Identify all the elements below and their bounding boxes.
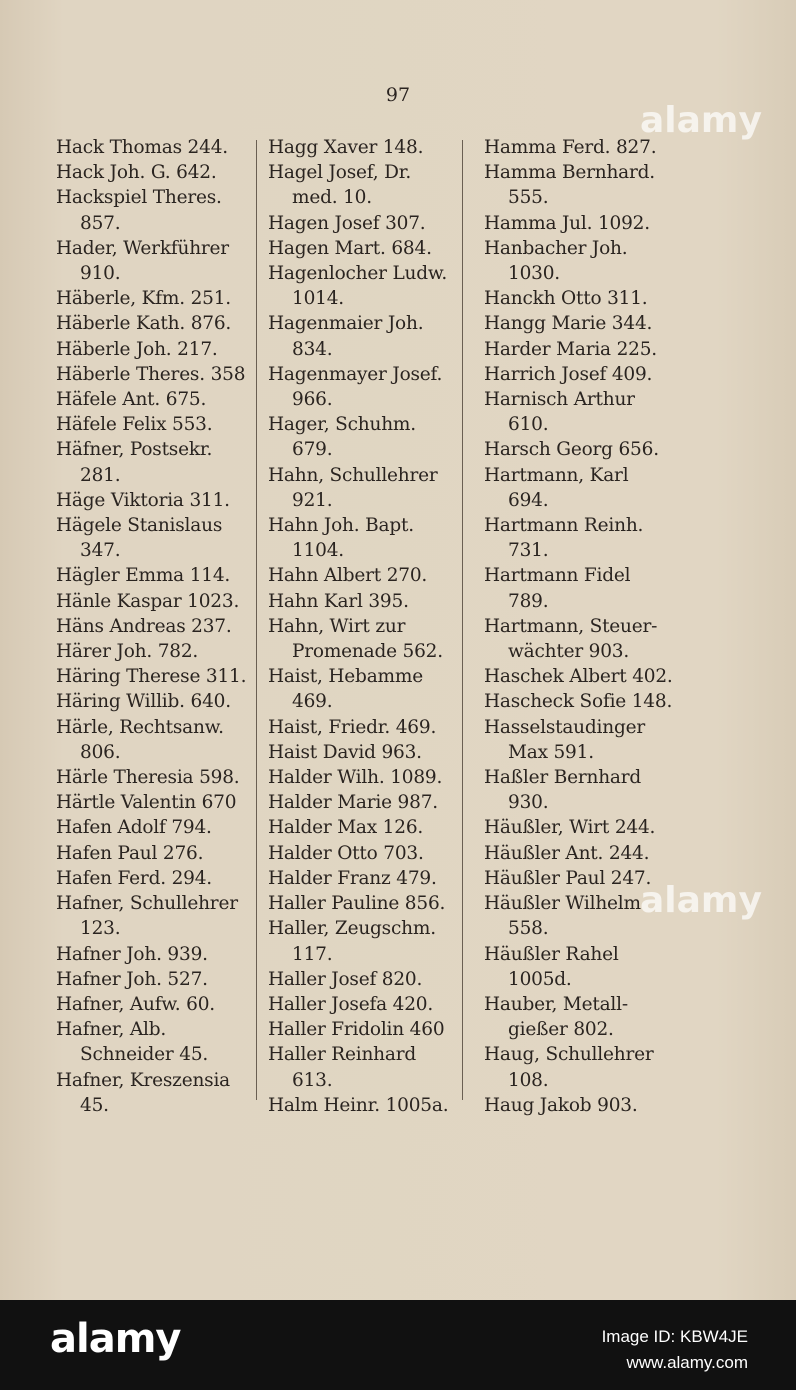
entry-text: Hackspiel Theres. — [56, 187, 222, 209]
directory-entry — [268, 513, 448, 563]
entry-continuation: 555. — [508, 187, 549, 209]
directory-entry — [56, 589, 246, 614]
directory-entry — [268, 664, 448, 714]
directory-entry — [268, 866, 448, 891]
entry-text: Häfele Ant. 675. — [56, 389, 207, 411]
directory-entry — [56, 311, 246, 336]
entry-continuation: 679. — [292, 439, 333, 461]
entry-text: Hahn Karl 395. — [268, 590, 409, 612]
column-divider — [462, 140, 463, 1100]
directory-entry — [56, 488, 246, 513]
entry-text: Häußler Paul 247. — [484, 867, 652, 889]
entry-text: Hascheck Sofie 148. — [484, 691, 673, 713]
entry-text: Halder Wilh. 1089. — [268, 767, 443, 789]
directory-entry — [268, 967, 448, 992]
entry-text: Hamma Jul. 1092. — [484, 212, 650, 234]
entry-text: Hahn, Wirt zur — [268, 615, 406, 637]
entry-text: Halder Otto 703. — [268, 842, 424, 864]
site-url[interactable]: www.alamy.com — [626, 1353, 748, 1372]
directory-entry — [56, 689, 246, 714]
directory-entry — [484, 311, 673, 336]
entry-text: Häberle Kath. 876. — [56, 313, 232, 335]
entry-text: Harrich Josef 409. — [484, 363, 653, 385]
entry-continuation: 117. — [292, 943, 333, 965]
entry-text: Häring Willib. 640. — [56, 691, 231, 713]
entry-text: Hafner Joh. 527. — [56, 968, 208, 990]
directory-entry — [268, 715, 448, 740]
entry-text: Hagen Mart. 684. — [268, 237, 432, 259]
entry-text: Hahn Albert 270. — [268, 565, 428, 587]
entry-continuation: 731. — [508, 540, 549, 562]
directory-entry — [484, 437, 673, 462]
entry-text: Harnisch Arthur — [484, 389, 635, 411]
entry-text: Häfele Felix 553. — [56, 414, 213, 436]
directory-entry — [56, 185, 246, 235]
directory-entry — [268, 891, 448, 916]
entry-text: Härer Joh. 782. — [56, 641, 199, 663]
entry-text: Haller, Zeugschm. — [268, 918, 436, 940]
directory-entry — [268, 563, 448, 588]
directory-entry — [268, 765, 448, 790]
entry-text: Häns Andreas 237. — [56, 615, 232, 637]
entry-text: Haist David 963. — [268, 741, 422, 763]
entry-text: Hack Thomas 244. — [56, 137, 228, 158]
entry-text: Hartmann Reinh. — [484, 515, 644, 537]
directory-entry — [484, 664, 673, 689]
entry-text: Hafner, Aufw. 60. — [56, 993, 215, 1015]
entry-text: Hafner, Alb. — [56, 1019, 167, 1041]
entry-continuation: 1104. — [292, 540, 344, 562]
directory-entry — [56, 866, 246, 891]
entry-continuation: 469. — [292, 691, 333, 713]
entry-continuation: 1014. — [292, 288, 344, 310]
entry-text: Haller Reinhard — [268, 1044, 417, 1066]
entry-text: Hartmann Fidel — [484, 565, 631, 587]
directory-entry — [56, 160, 246, 185]
directory-entry — [268, 815, 448, 840]
entry-continuation: wächter 903. — [508, 641, 630, 663]
entry-continuation: Schneider 45. — [80, 1044, 209, 1066]
directory-column-3 — [484, 135, 673, 1118]
entry-text: Haller Fridolin 460 — [268, 1019, 445, 1041]
entry-text: Harder Maria 225. — [484, 338, 657, 360]
entry-text: Häring Therese 311. — [56, 666, 247, 688]
directory-entry — [56, 412, 246, 437]
entry-text: Hagenmaier Joh. — [268, 313, 424, 335]
entry-continuation: 558. — [508, 918, 549, 940]
directory-entry — [484, 614, 673, 664]
directory-entry — [484, 942, 673, 992]
directory-entry — [484, 841, 673, 866]
directory-entry — [484, 689, 673, 714]
entry-continuation: 806. — [80, 741, 121, 763]
directory-entry — [484, 1042, 673, 1092]
entry-continuation: 921. — [292, 489, 333, 511]
directory-entry — [56, 387, 246, 412]
entry-text: Härle, Rechtsanw. — [56, 716, 224, 738]
directory-entry — [484, 992, 673, 1042]
entry-continuation: Max 591. — [508, 741, 594, 763]
entry-continuation: 108. — [508, 1069, 549, 1091]
watermark: alamy — [640, 880, 762, 921]
entry-text: Hafner Joh. 939. — [56, 943, 208, 965]
entry-text: Haßler Bernhard — [484, 767, 642, 789]
entry-text: Hader, Werkführer — [56, 237, 229, 259]
entry-continuation: med. 10. — [292, 187, 372, 209]
directory-entry — [484, 337, 673, 362]
entry-continuation: 966. — [292, 389, 333, 411]
entry-text: Hack Joh. G. 642. — [56, 162, 217, 184]
directory-entry — [56, 639, 246, 664]
entry-continuation: 281. — [80, 464, 121, 486]
entry-text: Hamma Bernhard. — [484, 162, 655, 184]
directory-entry — [268, 740, 448, 765]
directory-entry — [56, 790, 246, 815]
directory-entry — [484, 765, 673, 815]
entry-continuation: gießer 802. — [508, 1019, 614, 1041]
directory-entry — [484, 463, 673, 513]
directory-entry — [268, 790, 448, 815]
entry-text: Häberle Theres. 358 — [56, 363, 246, 385]
entry-text: Hager, Schuhm. — [268, 414, 416, 436]
entry-continuation: 1005d. — [508, 968, 572, 990]
entry-text: Häußler Rahel — [484, 943, 619, 965]
entry-text: Hagen Josef 307. — [268, 212, 426, 234]
directory-entry — [268, 463, 448, 513]
entry-text: Hagenmayer Josef. — [268, 363, 443, 385]
entry-text: Hafner, Schullehrer — [56, 893, 238, 915]
entry-text: Häge Viktoria 311. — [56, 489, 230, 511]
entry-continuation: 45. — [80, 1094, 109, 1116]
directory-entry — [268, 362, 448, 412]
entry-text: Hagenlocher Ludw. — [268, 263, 448, 285]
directory-entry — [56, 135, 246, 160]
entry-text: Hauber, Metall- — [484, 993, 628, 1015]
directory-entry — [56, 337, 246, 362]
entry-text: Härtle Valentin 670 — [56, 792, 237, 814]
directory-entry — [56, 437, 246, 487]
entry-text: Hangg Marie 344. — [484, 313, 653, 335]
directory-entry — [484, 513, 673, 563]
entry-text: Häfner, Postsekr. — [56, 439, 213, 461]
directory-entry — [56, 664, 246, 689]
directory-entry — [56, 841, 246, 866]
directory-entry — [268, 211, 448, 236]
entry-continuation: 694. — [508, 489, 549, 511]
entry-text: Hartmann, Karl — [484, 464, 629, 486]
entry-text: Häberle Joh. 217. — [56, 338, 218, 360]
entry-text: Hahn Joh. Bapt. — [268, 515, 414, 537]
entry-text: Haller Pauline 856. — [268, 893, 446, 915]
directory-column-2 — [268, 135, 448, 1118]
watermark: alamy — [640, 100, 762, 141]
entry-text: Hafner, Kreszensia — [56, 1069, 231, 1091]
directory-entry — [484, 236, 673, 286]
directory-entry — [56, 967, 246, 992]
directory-entry — [56, 992, 246, 1017]
entry-text: Häberle, Kfm. 251. — [56, 288, 231, 310]
directory-entry — [484, 362, 673, 387]
entry-continuation: 910. — [80, 263, 121, 285]
directory-entry — [268, 992, 448, 1017]
entry-text: Haller Josefa 420. — [268, 993, 434, 1015]
entry-continuation: 610. — [508, 414, 549, 436]
entry-text: Haist, Friedr. 469. — [268, 716, 437, 738]
entry-text: Haller Josef 820. — [268, 968, 423, 990]
directory-entry — [268, 1017, 448, 1042]
directory-entry — [268, 589, 448, 614]
entry-text: Härle Theresia 598. — [56, 767, 240, 789]
directory-entry — [268, 841, 448, 866]
directory-entry — [484, 211, 673, 236]
directory-column-1 — [56, 135, 246, 1118]
entry-continuation: 834. — [292, 338, 333, 360]
entry-continuation: 789. — [508, 590, 549, 612]
directory-entry — [56, 513, 246, 563]
directory-entry — [56, 942, 246, 967]
directory-entry — [484, 1093, 673, 1118]
footer-info — [602, 1324, 748, 1376]
entry-text: Hahn, Schullehrer — [268, 464, 438, 486]
page-number: 97 — [385, 84, 411, 106]
directory-entry — [484, 387, 673, 437]
directory-entry — [484, 160, 673, 210]
directory-entry — [56, 815, 246, 840]
directory-entry — [56, 563, 246, 588]
directory-entry — [268, 614, 448, 664]
directory-entry — [56, 614, 246, 639]
entry-text: Hasselstaudinger — [484, 716, 645, 738]
directory-entry — [56, 1017, 246, 1067]
entry-continuation: 857. — [80, 212, 121, 234]
entry-text: Haug, Schullehrer — [484, 1044, 654, 1066]
entry-text: Hanckh Otto 311. — [484, 288, 648, 310]
entry-text: Haug Jakob 903. — [484, 1094, 638, 1116]
directory-entry — [268, 1093, 448, 1118]
directory-entry — [56, 765, 246, 790]
entry-text: Hägele Stanislaus — [56, 515, 223, 537]
entry-text: Hafen Adolf 794. — [56, 817, 212, 839]
directory-entry — [56, 286, 246, 311]
entry-text: Häußler Wilhelm — [484, 893, 641, 915]
directory-entry — [56, 1068, 246, 1118]
entry-text: Halder Franz 479. — [268, 867, 437, 889]
directory-entry — [56, 715, 246, 765]
entry-text: Hanbacher Joh. — [484, 237, 628, 259]
directory-entry — [268, 311, 448, 361]
directory-entry — [268, 261, 448, 311]
directory-entry — [56, 236, 246, 286]
entry-text: Hafen Paul 276. — [56, 842, 204, 864]
directory-entry — [268, 412, 448, 462]
entry-continuation: 347. — [80, 540, 121, 562]
entry-text: Hänle Kaspar 1023. — [56, 590, 240, 612]
entry-text: Harsch Georg 656. — [484, 439, 659, 461]
entry-text: Hafen Ferd. 294. — [56, 867, 212, 889]
image-id: Image ID: KBW4JE — [601, 1327, 748, 1346]
entry-continuation: 930. — [508, 792, 549, 814]
directory-entry — [268, 1042, 448, 1092]
directory-entry — [484, 815, 673, 840]
alamy-logo: alamy — [50, 1316, 181, 1362]
entry-text: Häußler, Wirt 244. — [484, 817, 656, 839]
entry-text: Haist, Hebamme — [268, 666, 423, 688]
column-divider — [256, 140, 257, 1100]
entry-text: Hamma Ferd. 827. — [484, 137, 657, 158]
entry-text: Hagel Josef, Dr. — [268, 162, 412, 184]
entry-text: Hägler Emma 114. — [56, 565, 231, 587]
stock-footer-bar — [0, 1300, 796, 1390]
entry-text: Haschek Albert 402. — [484, 666, 673, 688]
entry-text: Häußler Ant. 244. — [484, 842, 650, 864]
directory-entry — [268, 135, 448, 160]
directory-entry — [268, 236, 448, 261]
entry-text: Halder Max 126. — [268, 817, 424, 839]
directory-entry — [484, 563, 673, 613]
entry-continuation: 613. — [292, 1069, 333, 1091]
entry-text: Halder Marie 987. — [268, 792, 438, 814]
entry-text: Hagg Xaver 148. — [268, 137, 424, 158]
entry-continuation: Promenade 562. — [292, 641, 443, 663]
entry-text: Hartmann, Steuer- — [484, 615, 658, 637]
directory-entry — [484, 286, 673, 311]
directory-entry — [56, 362, 246, 387]
directory-entry — [56, 891, 246, 941]
entry-text: Halm Heinr. 1005a. — [268, 1094, 449, 1116]
entry-continuation: 123. — [80, 918, 121, 940]
entry-continuation: 1030. — [508, 263, 560, 285]
directory-entry — [268, 160, 448, 210]
directory-entry — [268, 916, 448, 966]
directory-entry — [484, 715, 673, 765]
